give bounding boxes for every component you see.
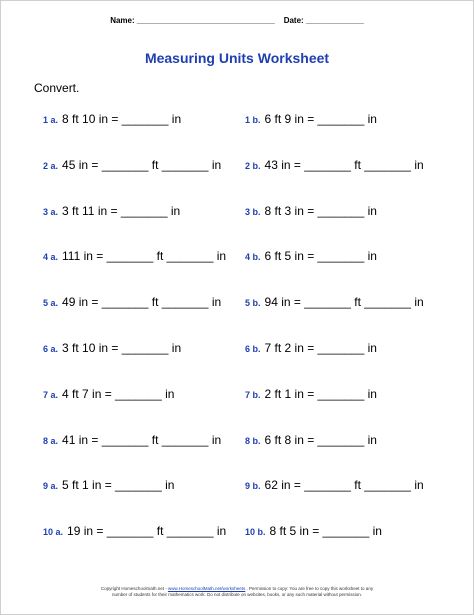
problem-text: 8 ft 3 in = _______ in (264, 203, 377, 218)
problem-number: 7 b. (245, 389, 261, 400)
problem-b (245, 433, 377, 447)
problem-row (0, 524, 474, 540)
problem-a (43, 341, 181, 355)
footer-link[interactable]: www.HomeschoolMath.net/worksheets (167, 586, 246, 591)
problem-number: 8 a. (43, 435, 59, 446)
problem-number: 4 a. (43, 252, 59, 263)
problem-text: 6 ft 9 in = _______ in (264, 112, 377, 126)
problem-text: 2 ft 1 in = _______ in (264, 386, 377, 401)
problem-b (245, 249, 377, 263)
problem-number: 6 a. (43, 344, 59, 354)
problem-row (0, 249, 474, 265)
problem-text: 19 in = _______ ft _______ in (67, 524, 227, 539)
problem-number: 4 b. (245, 252, 261, 263)
problem-text: 43 in = _______ ft _______ in (264, 157, 424, 172)
problem-number: 1 a. (43, 115, 59, 125)
problem-text: 6 ft 5 in = _______ in (264, 249, 377, 264)
problem-text: 111 in = _______ ft _______ in (62, 249, 227, 264)
problem-a (43, 295, 221, 309)
footer (0, 586, 474, 598)
problem-row (0, 387, 474, 403)
problem-number: 8 b. (245, 435, 261, 446)
problem-a (43, 433, 221, 447)
problem-text: 3 ft 11 in = _______ in (62, 203, 181, 218)
problem-a (43, 249, 226, 263)
problem-number: 5 b. (245, 298, 261, 309)
problem-text: 7 ft 2 in = _______ in (264, 341, 377, 355)
name-blank: _______________________________ (136, 16, 275, 25)
problem-row (0, 433, 474, 449)
problem-row (0, 341, 474, 357)
problem-a (43, 478, 174, 492)
problem-text: 49 in = _______ ft _______ in (62, 295, 222, 310)
problem-text: 6 ft 8 in = _______ in (264, 432, 377, 447)
worksheet-title: Measuring Units Worksheet (144, 50, 330, 66)
problem-row (0, 295, 474, 311)
problem-text: 62 in = _______ ft _______ in (264, 478, 424, 493)
problem-text: 8 ft 5 in = _______ in (269, 524, 382, 539)
problem-a (43, 158, 221, 172)
problem-number: 2 b. (245, 160, 261, 171)
instruction: Convert. (34, 81, 80, 95)
problem-number: 9 b. (245, 481, 261, 492)
problem-a (43, 524, 226, 538)
problem-row (0, 478, 474, 494)
date-blank: _____________ (305, 16, 364, 25)
problem-row (0, 112, 474, 128)
date-label: Date: (283, 16, 304, 25)
problem-b (245, 341, 377, 355)
problem-b (245, 524, 382, 538)
problem-text: 5 ft 1 in = _______ in (62, 478, 175, 493)
name-date-header (0, 16, 474, 25)
problem-number: 2 a. (43, 160, 59, 171)
problem-number: 5 a. (43, 298, 59, 309)
problem-b (245, 387, 377, 401)
problem-row (0, 204, 474, 220)
problem-number: 9 a. (43, 481, 59, 492)
problem-number: 3 b. (245, 206, 261, 217)
problem-a (43, 204, 180, 218)
problem-b (245, 112, 377, 126)
problem-a (43, 112, 181, 126)
footer-suffix: . Permission to copy: You are free to copy this worksheet to any (245, 586, 374, 591)
problem-b (245, 295, 424, 309)
problem-text: 8 ft 10 in = _______ in (62, 112, 182, 126)
problem-number: 6 b. (245, 344, 261, 354)
problem-number: 7 a. (43, 389, 59, 400)
problem-number: 10 a. (43, 527, 64, 538)
problem-text: 3 ft 10 in = _______ in (62, 341, 182, 355)
problem-b (245, 478, 424, 492)
footer-line2: number of students for their mathematics work. Do not distribute on websites, books, or any such material without permission. (111, 592, 363, 597)
problem-number: 1 b. (245, 115, 261, 125)
problem-text: 41 in = _______ ft _______ in (62, 432, 222, 447)
problem-row (0, 158, 474, 174)
problem-number: 10 b. (245, 527, 266, 538)
problem-text: 94 in = _______ ft _______ in (264, 295, 424, 310)
problem-text: 4 ft 7 in = _______ in (62, 386, 175, 401)
problem-b (245, 158, 424, 172)
problem-b (245, 204, 377, 218)
problem-number: 3 a. (43, 206, 59, 217)
problem-text: 45 in = _______ ft _______ in (62, 157, 222, 172)
problem-a (43, 387, 174, 401)
footer-prefix: Copyright Homeschoolmath.net - (100, 586, 168, 591)
name-label: Name: (110, 16, 135, 25)
